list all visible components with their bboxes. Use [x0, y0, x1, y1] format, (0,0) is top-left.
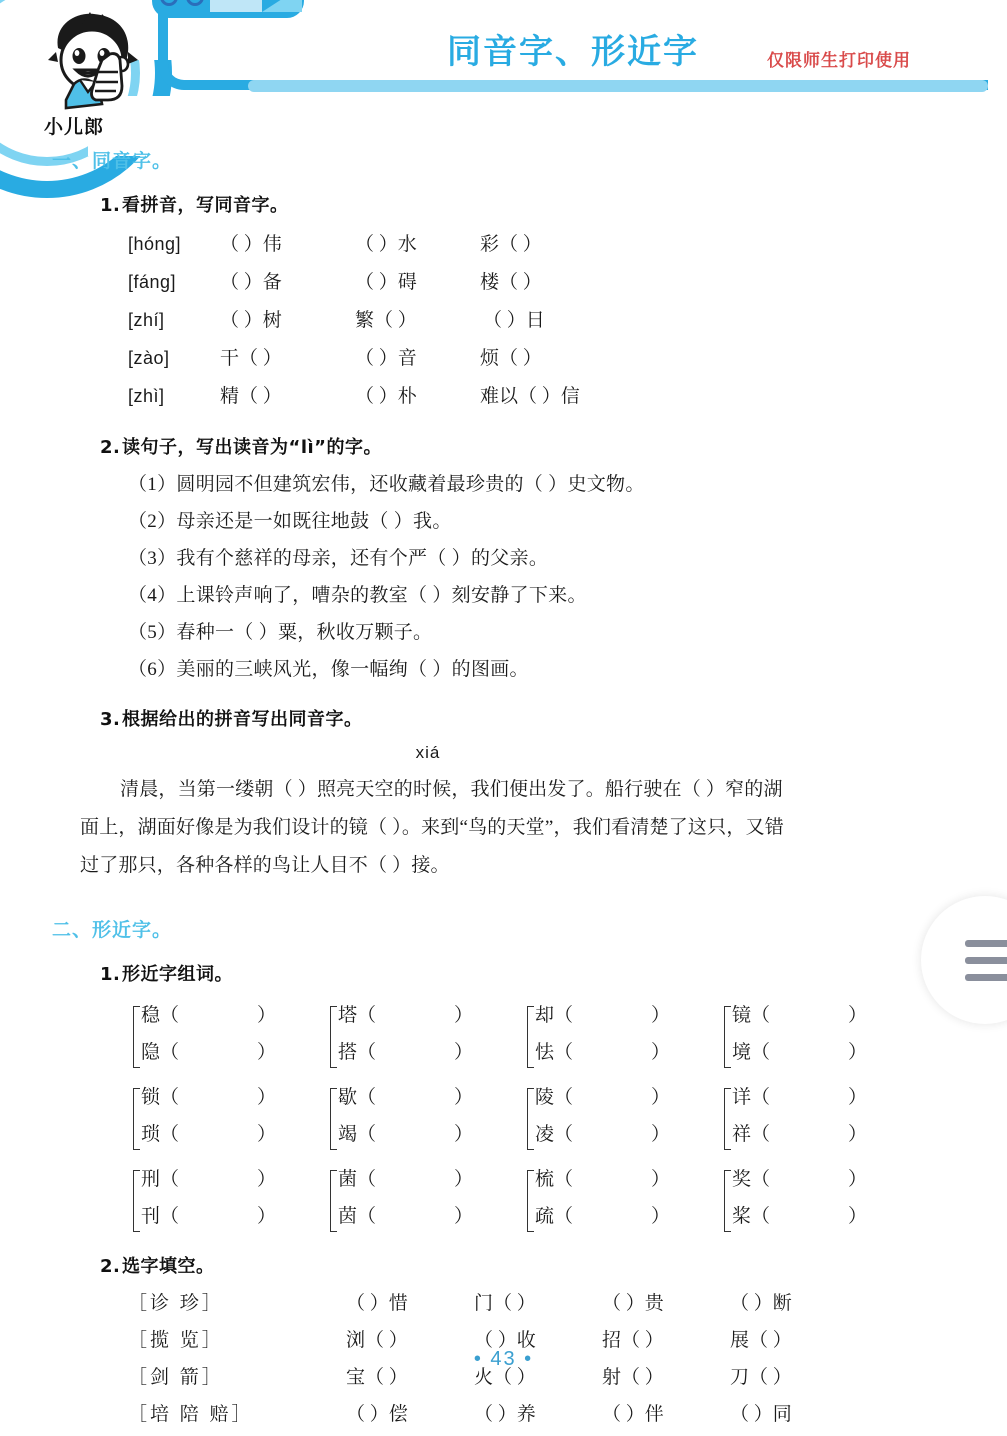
exercise4-heading	[100, 960, 1007, 986]
exercise2-title: 读句子，写出读音为“lì”的字。	[122, 437, 382, 458]
char-pair-bracket	[325, 1000, 522, 1074]
table-row	[128, 229, 1007, 267]
answer-blank[interactable]: （ ）贵	[602, 1293, 664, 1314]
passage-line[interactable]: 面上，湖面好像是为我们设计的镜（ ）。来到“鸟的天堂”，我们看清楚了这只，又错	[80, 817, 784, 838]
mascot-name: 小儿郎	[44, 116, 105, 138]
answer-blank[interactable]: （ ）树	[220, 310, 282, 331]
answer-blank[interactable]: 繁（ ）	[355, 310, 417, 331]
table-row	[128, 1000, 918, 1074]
answer-blank[interactable]: （ ）伴	[602, 1404, 664, 1425]
answer-blank[interactable]: 桨（ ）	[732, 1206, 868, 1227]
passage-line[interactable]: 清晨，当第一缕朝（ ）照亮天空的时候，我们便出发了。船行驶在（ ）窄的湖	[120, 779, 783, 800]
char-pair-bracket	[128, 1164, 325, 1238]
exercise3-passage	[80, 771, 940, 885]
answer-blank[interactable]: 却（ ）	[535, 1005, 671, 1026]
table-row	[128, 1082, 918, 1156]
pinyin-label: [zhí]	[128, 310, 165, 330]
exercise1-title: 看拼音，写同音字。	[122, 195, 289, 216]
answer-blank[interactable]: 锁（ ）	[141, 1087, 277, 1108]
answer-blank[interactable]: 详（ ）	[732, 1087, 868, 1108]
table-row	[128, 1288, 1007, 1325]
hamburger-menu-icon	[965, 940, 1007, 947]
choice-bracket: ［培 陪 赔］	[128, 1404, 254, 1425]
exercise1-number: 1.	[100, 195, 121, 216]
exercise2-number: 2.	[100, 437, 121, 458]
answer-blank[interactable]: 楼（ ）	[480, 272, 542, 293]
answer-blank[interactable]: （ ）碍	[355, 272, 417, 293]
sentence-item[interactable]: （3）我有个慈祥的母亲，还有个严（ ）的父亲。	[128, 548, 549, 569]
char-pair-bracket	[719, 1000, 916, 1074]
answer-blank[interactable]: 祥（ ）	[732, 1124, 868, 1145]
section-heading-tongyinzi: 一、同音字。	[52, 150, 173, 172]
answer-blank[interactable]: （ ）备	[220, 272, 282, 293]
answer-blank[interactable]: 刊（ ）	[141, 1206, 277, 1227]
pinyin-label: [hóng]	[128, 234, 182, 254]
answer-blank[interactable]: 宝（ ）	[346, 1367, 408, 1388]
answer-blank[interactable]: 隐（ ）	[141, 1042, 277, 1063]
answer-blank[interactable]: （ ）惜	[346, 1293, 408, 1314]
char-pair-bracket	[522, 1164, 719, 1238]
answer-blank[interactable]: 射（ ）	[602, 1367, 664, 1388]
answer-blank[interactable]: 奖（ ）	[732, 1169, 868, 1190]
answer-blank[interactable]: 烦（ ）	[480, 348, 542, 369]
answer-blank[interactable]: 梳（ ）	[535, 1169, 671, 1190]
mascot-boy-icon	[36, 8, 148, 123]
page-header	[0, 0, 1007, 140]
header-bar-light	[248, 80, 988, 92]
answer-blank[interactable]: 精（ ）	[220, 386, 282, 407]
answer-blank[interactable]: （ ）偿	[346, 1404, 408, 1425]
glasses-icon	[160, 0, 220, 10]
answer-blank[interactable]: （ ）同	[730, 1404, 792, 1425]
char-pair-bracket	[522, 1000, 719, 1074]
answer-blank[interactable]: 刑（ ）	[141, 1169, 277, 1190]
pinyin-hint: xiá	[415, 743, 441, 762]
table-row	[128, 343, 1007, 381]
answer-blank[interactable]: 怯（ ）	[535, 1042, 671, 1063]
choice-bracket: ［剑 箭］	[128, 1367, 224, 1388]
exercise3-heading	[100, 705, 1007, 731]
sentence-item[interactable]: （4）上课铃声响了，嘈杂的教室（ ）刻安静了下来。	[128, 585, 587, 606]
answer-blank[interactable]: 火（ ）	[474, 1367, 536, 1388]
passage-line[interactable]: 过了那只，各种各样的鸟让人目不（ ）接。	[80, 855, 450, 876]
page-number: • 43 •	[473, 1348, 534, 1370]
sentence-item[interactable]: （2）母亲还是一如既往地鼓（ ）我。	[128, 511, 452, 532]
exercise1-body	[128, 229, 1007, 419]
answer-blank[interactable]: 琐（ ）	[141, 1124, 277, 1145]
answer-blank[interactable]: 彩（ ）	[480, 234, 542, 255]
exercise2-heading	[100, 433, 1007, 459]
answer-blank[interactable]: （ ）音	[355, 348, 417, 369]
char-pair-bracket	[325, 1082, 522, 1156]
answer-blank[interactable]: 凌（ ）	[535, 1124, 671, 1145]
exercise4-title: 形近字组词。	[122, 964, 233, 985]
answer-blank[interactable]: （ ）断	[730, 1293, 792, 1314]
answer-blank[interactable]: 塔（ ）	[338, 1005, 474, 1026]
page-title: 同音字、形近字	[447, 32, 699, 72]
exercise4-grid	[128, 1000, 918, 1238]
answer-blank[interactable]: 浏（ ）	[346, 1330, 408, 1351]
answer-blank[interactable]: 歇（ ）	[338, 1087, 474, 1108]
exercise5-heading	[100, 1252, 1007, 1278]
choice-bracket: ［诊 珍］	[128, 1293, 224, 1314]
section-heading-xingjinzi: 二、形近字。	[52, 919, 173, 941]
exercise2-body	[128, 469, 1007, 691]
char-pair-bracket	[522, 1082, 719, 1156]
exercise1-heading	[100, 191, 1007, 217]
worksheet-content	[0, 140, 1007, 1436]
answer-blank[interactable]: （ ）水	[355, 234, 417, 255]
answer-blank[interactable]: （ ）朴	[355, 386, 417, 407]
table-row	[128, 1164, 918, 1238]
pinyin-label: [zhì]	[128, 386, 165, 406]
answer-blank[interactable]: 刀（ ）	[730, 1367, 792, 1388]
answer-blank[interactable]: （ ）养	[474, 1404, 536, 1425]
exercise3-title: 根据给出的拼音写出同音字。	[122, 709, 363, 730]
hamburger-menu-icon	[965, 974, 1007, 981]
answer-blank[interactable]: 稳（ ）	[141, 1005, 277, 1026]
answer-blank[interactable]: （ ）收	[474, 1330, 536, 1351]
table-row	[128, 267, 1007, 305]
sentence-item[interactable]: （5）春种一（ ）粟，秋收万颗子。	[128, 622, 433, 643]
answer-blank[interactable]: （ ）日	[483, 310, 545, 331]
answer-blank[interactable]: 镜（ ）	[732, 1005, 868, 1026]
answer-blank[interactable]: （ ）伟	[220, 234, 282, 255]
answer-blank[interactable]: 茵（ ）	[338, 1206, 474, 1227]
answer-blank[interactable]: 陵（ ）	[535, 1087, 671, 1108]
answer-blank[interactable]: 难以（ ）信	[480, 386, 580, 407]
char-pair-bracket	[719, 1164, 916, 1238]
table-row	[128, 381, 1007, 419]
sentence-item[interactable]: （6）美丽的三峡风光，像一幅绚（ ）的图画。	[128, 659, 529, 680]
exercise5-title: 选字填空。	[122, 1256, 215, 1277]
answer-blank[interactable]: 菌（ ）	[338, 1169, 474, 1190]
answer-blank[interactable]: 展（ ）	[730, 1330, 792, 1351]
answer-blank[interactable]: 竭（ ）	[338, 1124, 474, 1145]
table-row	[128, 1399, 1007, 1436]
answer-blank[interactable]: 疏（ ）	[535, 1206, 671, 1227]
answer-blank[interactable]: 搭（ ）	[338, 1042, 474, 1063]
exercise4-number: 1.	[100, 964, 121, 985]
hamburger-menu-icon	[965, 957, 1007, 964]
char-pair-bracket	[128, 1000, 325, 1074]
char-pair-bracket	[719, 1082, 916, 1156]
char-pair-bracket	[128, 1082, 325, 1156]
char-pair-bracket	[325, 1164, 522, 1238]
choice-bracket: ［揽 览］	[128, 1330, 224, 1351]
table-row	[128, 305, 1007, 343]
pinyin-label: [zào]	[128, 348, 170, 368]
sentence-item[interactable]: （1）圆明园不但建筑宏伟，还收藏着最珍贵的（ ）史文物。	[128, 474, 645, 495]
answer-blank[interactable]: 招（ ）	[602, 1330, 664, 1351]
print-restriction-note: 仅限师生打印使用	[767, 51, 911, 71]
pinyin-label: [fáng]	[128, 272, 177, 292]
exercise3-number: 3.	[100, 709, 121, 730]
answer-blank[interactable]: 门（ ）	[474, 1293, 536, 1314]
answer-blank[interactable]: 干（ ）	[220, 348, 282, 369]
answer-blank[interactable]: 境（ ）	[732, 1042, 868, 1063]
exercise5-number: 2.	[100, 1256, 121, 1277]
